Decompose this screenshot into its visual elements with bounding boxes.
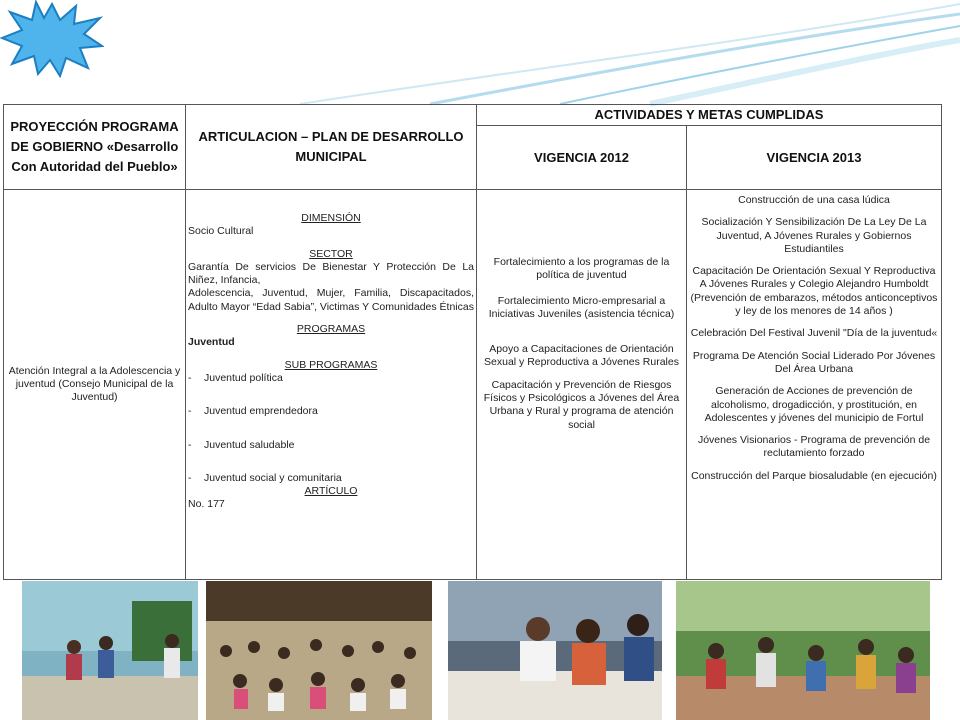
subprograma-item: - Juventud política bbox=[188, 371, 283, 384]
vigencia-2012-item: Capacitación y Prevención de Riesgos Físicos y Psicológicos a Jóvenes del Área Urbana y Rural y programa de atención social bbox=[483, 378, 680, 431]
sector-line: Garantía De servicios De Bienestar Y Protección De La Niñez, Infancia, bbox=[188, 260, 474, 287]
photo-community bbox=[676, 581, 930, 720]
vigencia-2013-item: Construcción de una casa lúdica bbox=[738, 194, 890, 206]
header-actividades: ACTIVIDADES Y METAS CUMPLIDAS bbox=[477, 105, 942, 126]
starburst-icon bbox=[0, 0, 104, 78]
photo-meeting-room bbox=[22, 581, 198, 720]
header-vigencia-2012: VIGENCIA 2012 bbox=[477, 126, 687, 190]
vigencia-2012-item: Apoyo a Capacitaciones de Orientación Sexual y Reproductiva a Jóvenes Rurales bbox=[484, 343, 679, 369]
vigencia-2013-item: Celebración Del Festival Juvenil "Día de la juventud« bbox=[690, 327, 938, 340]
vigencia-2013-item: Programa De Atención Social Liderado Por Jóvenes Del Área Urbana bbox=[692, 349, 936, 375]
sector-line: Adulto Mayor “Edad Sabia”, Victimas Y Comunidades Étnicas bbox=[188, 300, 474, 313]
header-articulacion: ARTICULACION – PLAN DE DESARROLLO MUNICIPAL bbox=[186, 105, 477, 190]
vigencia-2013-item: Generación de Acciones de prevención de alcoholismo, drogadicción, y prostitución, en Adolescentes y jóvenes del municipio de Fortul bbox=[704, 385, 924, 424]
subprograma-item: - Juventud saludable bbox=[188, 438, 295, 451]
subprograma-item: - Juventud emprendedora bbox=[188, 405, 318, 418]
subprogramas-title: SUB PROGRAMAS bbox=[284, 358, 378, 371]
articulacion-cell bbox=[186, 190, 477, 580]
vigencia-2012-item: Fortalecimiento a los programas de la política de juventud bbox=[493, 256, 670, 282]
vigencia-2013-item: Jóvenes Visionarios - Programa de prevención de reclutamiento forzado bbox=[697, 434, 931, 460]
vigencia-2013-cell bbox=[687, 190, 942, 580]
articulo-value: No. 177 bbox=[188, 498, 225, 511]
articulo-title: ARTÍCULO bbox=[304, 485, 358, 498]
activities-table bbox=[3, 104, 942, 580]
photo-classroom bbox=[206, 581, 432, 720]
header-vigencia-2013: VIGENCIA 2013 bbox=[687, 126, 942, 190]
photo-workshop bbox=[448, 581, 662, 720]
programa-cell: Atención Integral a la Adolescencia y juventud (Consejo Municipal de la Juventud) bbox=[4, 190, 186, 580]
vigencia-2012-item: Fortalecimiento Micro-empresarial a Iniciativas Juveniles (asistencia técnica) bbox=[488, 294, 675, 320]
programas-value: Juventud bbox=[188, 336, 235, 349]
decorative-swoosh bbox=[0, 0, 960, 110]
vigencia-2012-cell bbox=[477, 190, 687, 580]
sector-title: SECTOR bbox=[309, 247, 353, 260]
sector-line: Adolescencia, Juventud, Mujer, Familia, Discapacitados, bbox=[188, 287, 474, 300]
header-programa-gobierno: PROYECCIÓN PROGRAMA DE GOBIERNO «Desarrollo Con Autoridad del Pueblo» bbox=[4, 105, 186, 190]
dimension-value: Socio Cultural bbox=[188, 225, 254, 238]
programas-title: PROGRAMAS bbox=[296, 323, 366, 336]
subprograma-item: - Juventud social y comunitaria bbox=[188, 471, 342, 484]
vigencia-2013-item: Socialización Y Sensibilización De La Ley De La Juventud, A Jóvenes Rurales y Gobiernos Estudiantiles bbox=[701, 216, 927, 255]
vigencia-2013-item: Capacitación De Orientación Sexual Y Reproductiva A Jóvenes Rurales y Colegio Alejandro Humboldt (Prevención de embarazos, métodos anticonceptivos y ley de los menores de 14 años ) bbox=[690, 265, 938, 318]
dimension-title: DIMENSIÓN bbox=[301, 212, 361, 224]
vigencia-2013-item: Construcción del Parque biosaludable (en ejecución) bbox=[691, 469, 937, 482]
